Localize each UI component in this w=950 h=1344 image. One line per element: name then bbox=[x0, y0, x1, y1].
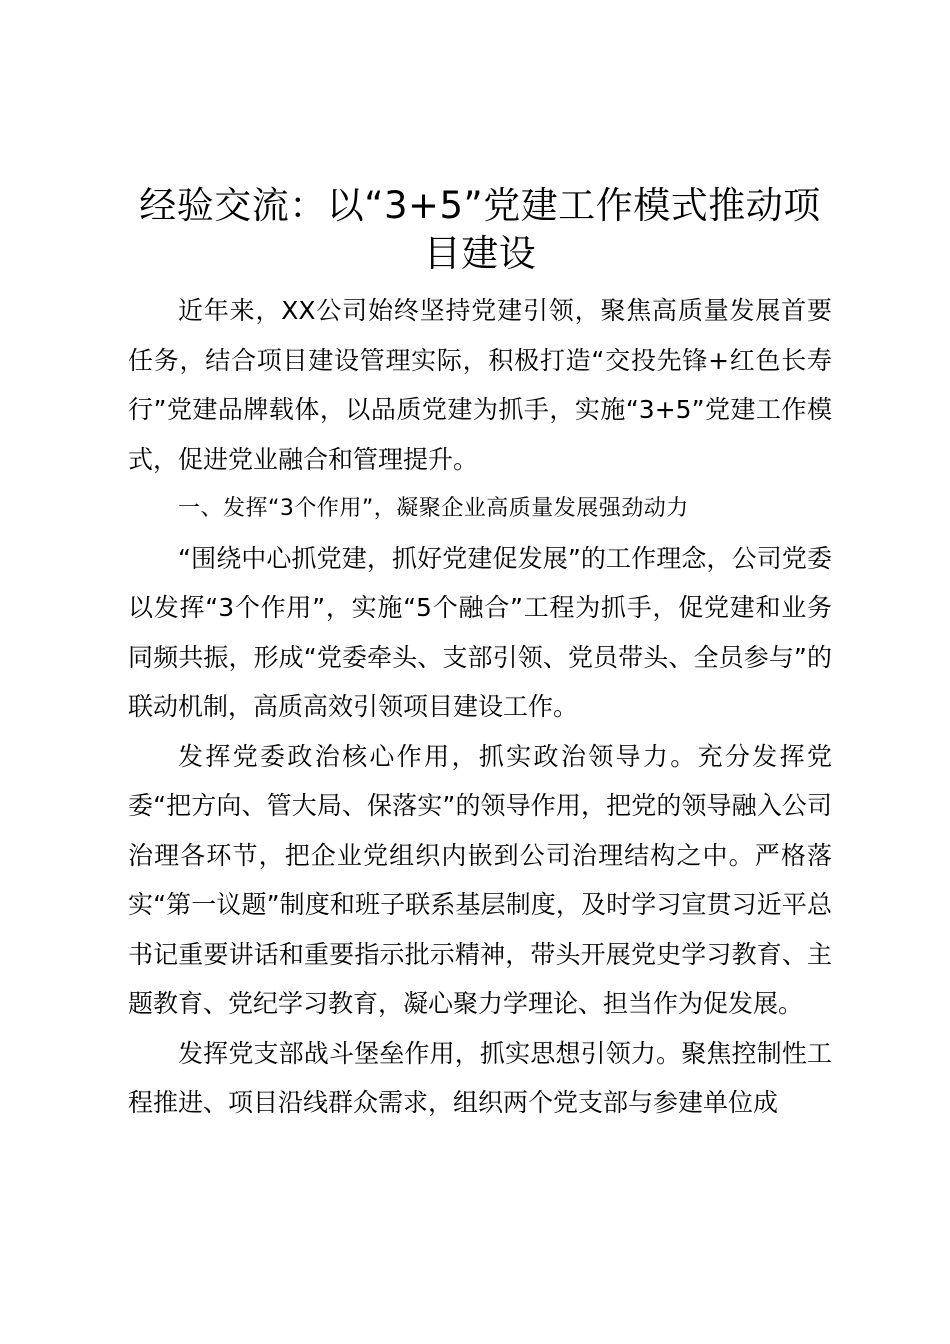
document-body bbox=[128, 286, 832, 1128]
document-content bbox=[128, 182, 832, 1128]
paragraph-intro: 近年来，XX公司始终坚持党建引领，聚焦高质量发展首要任务，结合项目建设管理实际，积极打造“交投先锋+红色长寿行”党建品牌载体，以品质党建为抓手，实施“3+5”党建工作模式，促进党业融合和管理提升。 bbox=[128, 296, 832, 474]
section-heading-1: 一、发挥“3个作用”，凝聚企业高质量发展强劲动力 bbox=[178, 496, 689, 521]
paragraph-section-1-intro: “围绕中心抓党建，抓好党建促发展”的工作理念，公司党委以发挥“3个作用”，实施“5个融合”工程为抓手，促党建和业务同频共振，形成“党委牵头、支部引领、党员带头、全员参与”的联动机制，高质高效引领项目建设工作。 bbox=[128, 543, 832, 721]
paragraph-party-branch: 发挥党支部战斗堡垒作用，抓实思想引领力。聚焦控制性工程推进、项目沿线群众需求，组织两个党支部与参建单位成 bbox=[128, 1038, 832, 1117]
paragraph-party-committee: 发挥党委政治核心作用，抓实政治领导力。充分发挥党委“把方向、管大局、保落实”的领导作用，把党的领导融入公司治理各环节，把企业党组织内嵌到公司治理结构之中。严格落实“第一议题”制度和班子联系基层制度，及时学习宣贯习近平总书记重要讲话和重要指示批示精神，带头开展党史学习教育、主题教育、党纪学习教育，凝心聚力学理论、担当作为促发展。 bbox=[128, 741, 832, 1018]
document-title: 经验交流：以“3+5”党建工作模式推动项目建设 bbox=[139, 184, 821, 275]
